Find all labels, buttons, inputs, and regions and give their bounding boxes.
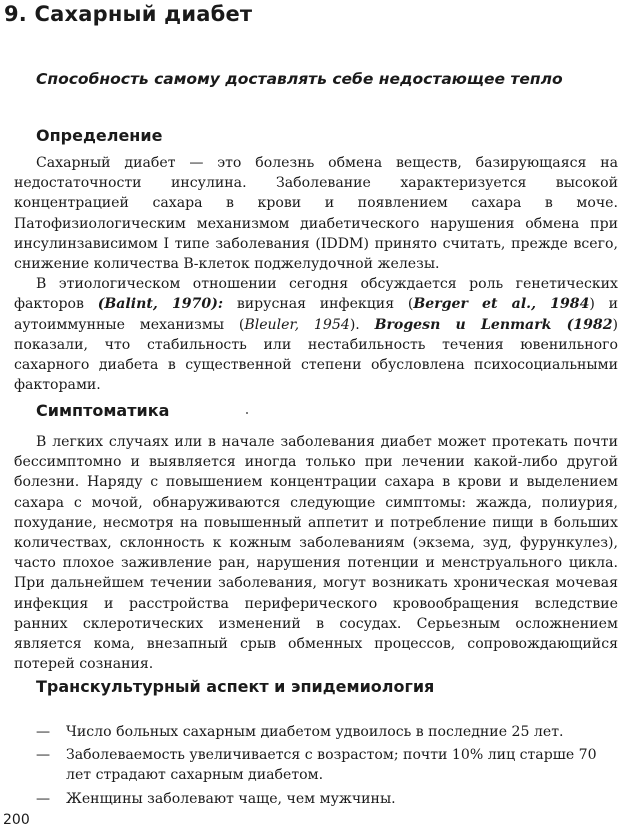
dash-mark: — <box>36 790 51 807</box>
p2-part-d: ). <box>349 316 375 333</box>
p2-part-a: В этиологическом отношении сегодня обсуждается роль генетических факторов <box>14 276 618 313</box>
p2-part-c: ) и аутоиммунные механизмы ( <box>14 296 619 333</box>
p2-part-e: ) показали, что стабильность или нестабильность течения ювенильного сахарного диабета в существенной степени обусловлена психосоциальными факторами. <box>14 316 618 394</box>
symptoms-text <box>14 432 618 674</box>
list-item-text: Число больных сахарным диабетом удвоилось в последние 25 лет. <box>66 724 564 740</box>
list-item-text: Заболеваемость увеличивается с возрастом; почти 10% лиц старше 70 лет страдают сахарным диабетом. <box>66 747 597 784</box>
citation-berger: Berger et al., 1984 <box>413 296 590 313</box>
list-item-text: Женщины заболевают чаще, чем мужчины. <box>66 790 396 807</box>
heading-epidemiology: Транскультурный аспект и эпидемиология <box>36 677 435 696</box>
chapter-title: 9. Сахарный диабет <box>4 2 253 26</box>
list-item <box>36 789 600 809</box>
dash-mark: — <box>36 747 51 764</box>
symptoms-paragraph: В легких случаях или в начале заболевания диабет может протекать почти бессимптомно и выявляется иногда только при лечении какой-либо другой болезни. Наряду с повышением концентрации сахара в крови и выделением сахара с мочой, обнаруживаются следующие симптомы: жажда, полиурия, похудание, несмотря на повышенный аппетит и потребление пищи в больших количествах, склонность к кожным заболеваниям (экзема, зуд, фурункулез), часто плохое заживление ран, нарушения потенции и менструального цикла. При дальнейшем течении заболевания, могут возникать хроническая мочевая инфекция и расстройства периферического кровообращения вследствие ранних склеротических изменений в сосудах. Серьезным осложнением является кома, внезапный срыв обменных процессов, сопровождающийся потерей сознания. <box>14 434 618 673</box>
chapter-subtitle: Способность самому доставлять себе недостающее тепло <box>36 70 563 88</box>
heading-definition: Определение <box>36 126 163 145</box>
citation-bleuler: Bleuler, 1954 <box>244 316 350 333</box>
dash-mark: — <box>36 724 51 740</box>
definition-text <box>14 153 618 395</box>
list-item <box>36 745 600 785</box>
epidemiology-list <box>36 722 600 812</box>
p2-part-b: вирусная инфекция ( <box>223 296 414 313</box>
speck <box>246 412 248 414</box>
definition-paragraph-1: Сахарный диабет — это болезнь обмена веществ, базирующаяся на недостаточности инсулина. Заболевание характеризуется высокой концентрацией сахара в крови и появлением сахара в моче. Патофизиологическим механизмом диабетического нарушения обмена при инсулинзависимом I типе заболевания (IDDM) принято считать, прежде всего, снижение количества В-клеток поджелудочной железы. <box>14 155 618 273</box>
page-number: 200 <box>3 812 30 828</box>
citation-balint: (Balint, 1970): <box>97 296 224 313</box>
list-item <box>36 722 600 742</box>
definition-paragraph-2 <box>14 274 618 395</box>
heading-symptoms: Симптоматика <box>36 401 170 420</box>
citation-brogesn: Brogesn и Lenmark (1982 <box>374 316 613 333</box>
